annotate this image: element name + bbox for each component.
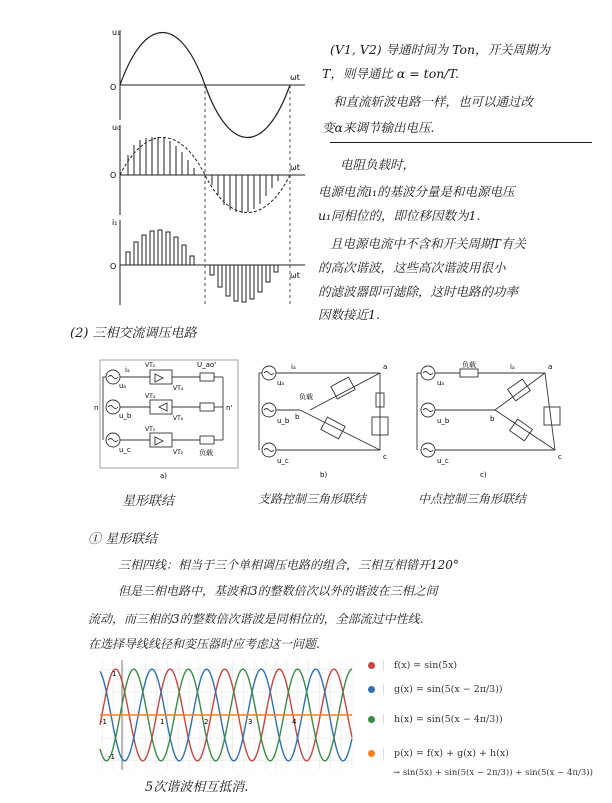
note-line-4: 变α来调节输出电压. <box>322 120 435 135</box>
circuit-a-ia: iₐ <box>125 366 130 374</box>
function-p-expansion-text: → sin(5x) + sin(5(x − 2π/3)) + sin(5(x − 4π/3)) <box>393 768 593 778</box>
function-p-expr: p(x) = f(x) + g(x) + h(x) <box>383 748 509 759</box>
function-f-expr: f(x) = sin(5x) <box>383 660 457 671</box>
caption-neutral-delta: 中点控制三角形联结 <box>418 492 527 506</box>
body-line-3: 流动，而三相的3的整数倍次谐波是同相位的，全部流过中性线. <box>88 612 424 626</box>
circuit-c-b: b <box>490 415 495 423</box>
circuit-a-vt4: VT₄ <box>173 385 184 392</box>
origin-2: O <box>110 171 117 180</box>
circuit-b-a: a <box>383 363 388 371</box>
note-line-8: 且电源电流中不含和开关周期T有关 <box>330 236 526 251</box>
circuit-a-vt6: VT₆ <box>173 415 184 422</box>
note-line-2: T，则导通比 α = ton/T. <box>322 66 459 81</box>
circuit-b-uc: u_c <box>277 457 289 465</box>
harmonic-plot <box>100 660 352 770</box>
circuit-a <box>95 352 245 482</box>
plot-caption: 5次谐波相互抵消. <box>145 780 249 795</box>
circuit-b-c: c <box>383 453 387 461</box>
wt-1: ωt <box>290 73 300 82</box>
plot-x-2: 2 <box>204 718 209 726</box>
circuit-a-vt3: VT₃ <box>145 393 156 400</box>
circuit-a-uao: U_ao' <box>197 361 217 369</box>
plot-x-4: 4 <box>292 718 297 726</box>
wt-3: ωt <box>290 271 300 280</box>
plot-x-3: 3 <box>248 718 253 726</box>
circuit-b-b: b <box>295 413 300 421</box>
function-g[interactable] <box>368 684 503 695</box>
function-h-expr: h(x) = sin(5(x − 4π/3)) <box>383 714 503 725</box>
function-h-dot <box>368 716 375 723</box>
circuit-c-uc: u_c <box>437 457 449 465</box>
note-line-3: 和直流斩波电路一样，也可以通过改 <box>333 94 534 109</box>
caption-branch-delta: 支路控制三角形联结 <box>258 492 367 506</box>
circuit-c-ua: uₐ <box>437 379 445 387</box>
function-p-dot <box>368 750 375 757</box>
circuit-a-n: n <box>94 404 99 412</box>
origin-3: O <box>110 262 117 271</box>
circuit-a-load: 负载 <box>199 449 213 457</box>
note-line-11: 因数接近1. <box>318 307 380 322</box>
divider <box>330 142 592 143</box>
plot-y-pos: 1 <box>112 670 117 678</box>
u1-label: u₁ <box>112 28 121 37</box>
circuit-c-a: a <box>548 363 553 371</box>
function-p[interactable] <box>368 748 509 759</box>
uo-label: u₀ <box>112 123 121 132</box>
circuit-a-uc: u_c <box>119 446 131 454</box>
circuit-b <box>255 355 400 480</box>
body-line-4: 在选择导线线径和变压器时应考虑这一问题. <box>88 637 320 651</box>
circuit-b-load: 负载 <box>299 393 313 401</box>
circuit-b-letter: b) <box>320 471 328 479</box>
circuit-a-n-prime: n' <box>226 404 233 412</box>
circuit-a-vt2: VT₂ <box>173 449 184 456</box>
section-title: (2) 三相交流调压电路 <box>70 326 197 341</box>
circuit-a-ua: uₐ <box>119 382 127 390</box>
circuit-b-ia: iₐ <box>291 363 296 371</box>
i1-label: i₁ <box>112 218 118 227</box>
i1-chopped-wave <box>126 230 278 302</box>
circuit-c-letter: c) <box>480 471 487 479</box>
subsection-title: ① 星形联结 <box>88 532 158 547</box>
plot-y-neg: -1 <box>108 753 115 761</box>
circuit-a-vt5: VT₅ <box>145 426 156 433</box>
circuit-a-ub: u_b <box>119 412 132 420</box>
circuit-a-vt1: VT₁ <box>145 362 156 369</box>
waveform-figure <box>100 20 315 310</box>
function-f-dot <box>368 662 375 669</box>
circuit-c-ub: u_b <box>437 417 450 425</box>
function-g-expr: g(x) = sin(5(x − 2π/3)) <box>383 684 503 695</box>
plot-x-left: -1 <box>100 718 107 726</box>
note-line-1: (V1, V2) 导通时间为 Ton，开关周期为 <box>330 42 551 57</box>
note-line-5: 电阻负载时， <box>340 157 416 172</box>
circuit-c-ia: iₐ <box>510 363 515 371</box>
function-g-dot <box>368 686 375 693</box>
note-line-10: 的滤波器即可滤除，这时电路的功率 <box>318 284 519 299</box>
origin-1: O <box>110 83 117 92</box>
circuit-c-load: 负载 <box>462 361 476 369</box>
circuit-c <box>410 355 575 480</box>
note-line-6: 电源电流i₁的基波分量是和电源电压 <box>318 184 515 199</box>
body-line-2: 但是三相电路中，基波和3的整数倍次以外的谐波在三相之间 <box>118 584 438 598</box>
body-line-1: 三相四线：相当于三个单相调压电路的组合，三相互相错开120° <box>118 558 459 572</box>
circuit-b-ub: u_b <box>277 417 290 425</box>
function-h[interactable] <box>368 714 503 725</box>
note-line-9: 的高次谐波，这些高次谐波用很小 <box>318 260 506 275</box>
note-line-7: u₁同相位的，即位移因数为1. <box>318 208 481 223</box>
function-p-expansion <box>383 768 593 778</box>
plot-x-1: 1 <box>160 718 165 726</box>
wt-2: ωt <box>290 163 300 172</box>
circuit-b-ua: uₐ <box>277 379 285 387</box>
circuit-c-c: c <box>558 453 562 461</box>
caption-star: 星形联结 <box>122 494 175 509</box>
function-f[interactable] <box>368 660 457 671</box>
circuit-a-letter: a) <box>160 472 168 480</box>
